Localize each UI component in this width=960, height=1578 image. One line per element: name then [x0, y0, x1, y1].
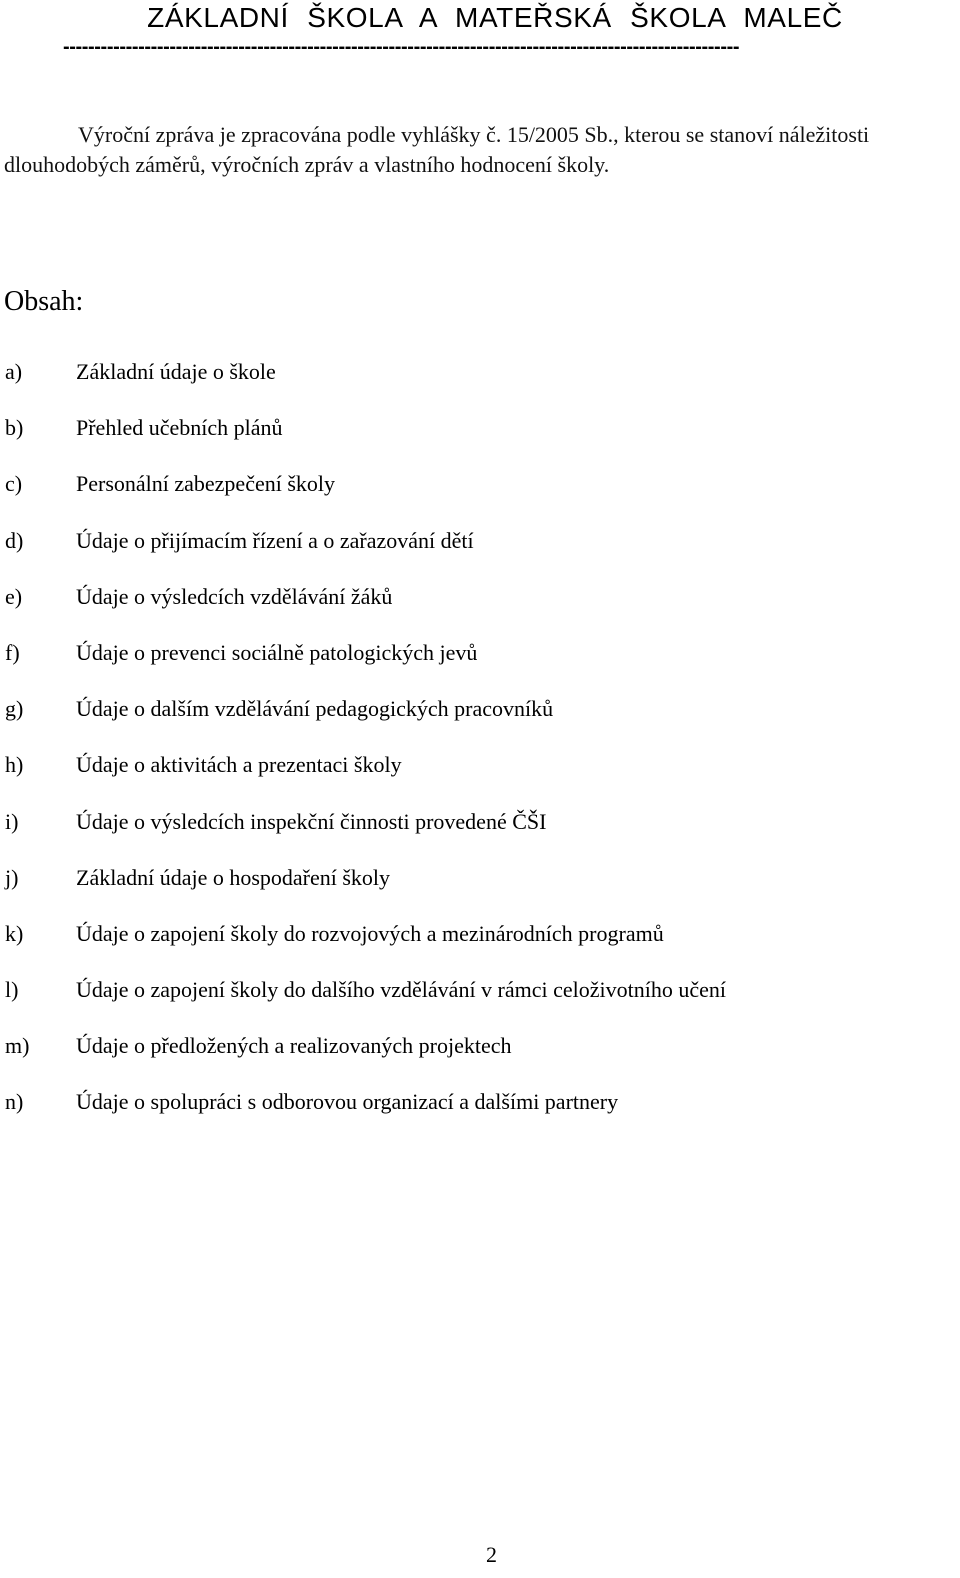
- contents-item-letter: n): [5, 1089, 24, 1115]
- title-divider: ------------------------------------------------------------------------------------------------------------: [63, 36, 740, 58]
- contents-item-letter: c): [5, 471, 23, 497]
- contents-item-text: Údaje o předložených a realizovaných projektech: [76, 1033, 512, 1059]
- contents-item-letter: k): [5, 920, 24, 946]
- contents-item-text: Údaje o spolupráci s odborovou organizací a dalšími partnery: [76, 1089, 619, 1115]
- contents-item-letter: l): [5, 977, 19, 1003]
- contents-item-text: Údaje o aktivitách a prezentaci školy: [76, 752, 402, 778]
- contents-item-letter: h): [5, 752, 24, 778]
- contents-item-letter: f): [5, 639, 20, 665]
- contents-item-text: Personální zabezpečení školy: [76, 471, 336, 497]
- contents-item-text: Údaje o výsledcích inspekční činnosti provedené ČŠI: [76, 808, 547, 834]
- school-title: ZÁKLADNÍ ŠKOLA A MATEŘSKÁ ŠKOLA MALEČ: [147, 2, 843, 33]
- contents-item-letter: a): [5, 359, 23, 384]
- contents-item-text: Údaje o výsledcích vzdělávání žáků: [76, 583, 393, 609]
- contents-item-text: Základní údaje o hospodaření školy: [76, 864, 391, 890]
- contents-item-text: Údaje o zapojení školy do dalšího vzdělávání v rámci celoživotního učení: [76, 977, 727, 1003]
- contents-item-letter: m): [5, 1033, 30, 1059]
- contents-item-text: Údaje o přijímacím řízení a o zařazování dětí: [76, 527, 474, 553]
- contents-item-text: Údaje o zapojení školy do rozvojových a mezinárodních programů: [76, 920, 664, 946]
- contents-item-letter: j): [5, 864, 19, 890]
- contents-item-letter: b): [5, 415, 24, 441]
- contents-item-text: Základní údaje o škole: [76, 359, 276, 384]
- contents-item-text: Údaje o dalším vzdělávání pedagogických pracovníků: [76, 696, 554, 722]
- contents-item-text: Údaje o prevenci sociálně patologických jevů: [76, 639, 478, 665]
- contents-item-text: Přehled učebních plánů: [76, 415, 283, 441]
- page-number: 2: [486, 1542, 497, 1567]
- contents-item-letter: g): [5, 696, 24, 722]
- contents-item-letter: e): [5, 583, 23, 609]
- contents-heading: Obsah:: [4, 286, 84, 317]
- intro-paragraph: [4, 120, 960, 180]
- intro-line-2: dlouhodobých záměrů, výročních zpráv a vlastního hodnocení školy.: [4, 152, 610, 177]
- contents-item-letter: i): [5, 808, 19, 834]
- contents-item-letter: d): [5, 527, 24, 553]
- intro-line-1: Výroční zpráva je zpracována podle vyhlášky č. 15/2005 Sb., kterou se stanoví náležitosti: [78, 122, 870, 147]
